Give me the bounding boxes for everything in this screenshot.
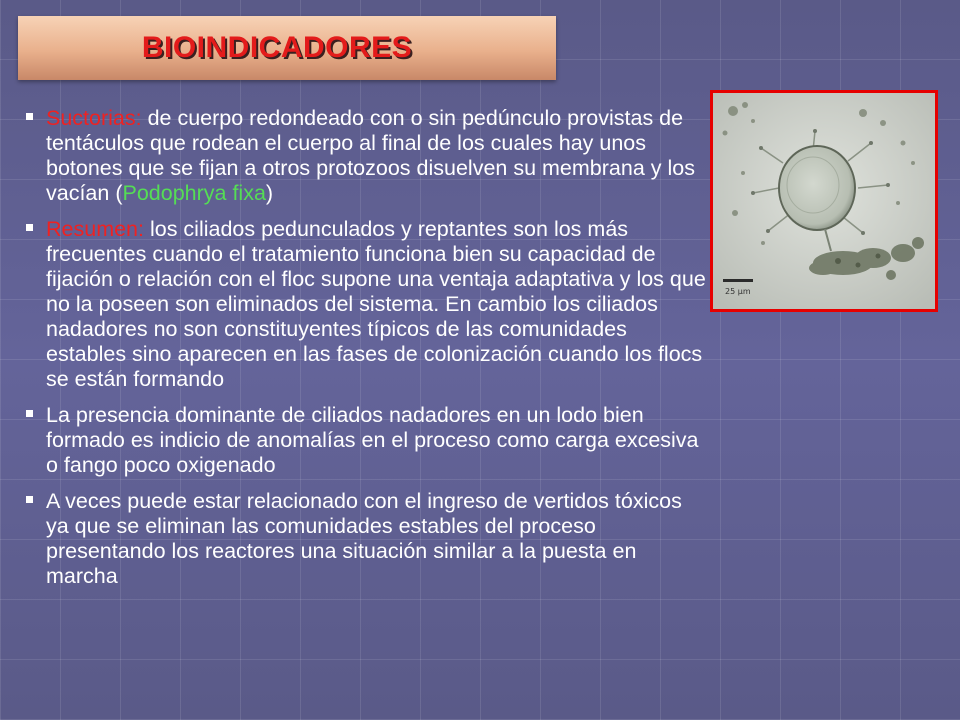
square-bullet-icon bbox=[26, 113, 33, 120]
title-banner bbox=[18, 16, 556, 80]
bullet-text: A veces puede estar relacionado con el ingreso de vertidos tóxicos ya que se eliminan las comunidades estables del proceso presentando los reactores una situación similar a la puesta en marcha bbox=[46, 489, 682, 588]
bullet-text-end: ) bbox=[265, 181, 274, 205]
bullet-keyword: Suctorias: bbox=[46, 106, 142, 130]
bullet-keyword: Resumen: bbox=[46, 217, 144, 241]
bullet-text: La presencia dominante de ciliados nadadores en un lodo bien formado es indicio de anomalías en el proceso como carga excesiva o fango poco oxigenado bbox=[46, 403, 699, 477]
bullet-item bbox=[26, 217, 710, 392]
bullet-item bbox=[26, 403, 710, 478]
bullet-list bbox=[26, 106, 710, 600]
square-bullet-icon bbox=[26, 496, 33, 503]
bullet-text: los ciliados pedunculados y reptantes son los más frecuentes cuando el tratamiento funciona bien su capacidad de fijación o relación con el floc supone una ventaja adaptativa y los que no la poseen son eliminados del sistema. En cambio los ciliados nadadores no son constituyentes típicos de las comunidades estables sino aparecen en las fases de colonización cuando los flocs se están formando bbox=[46, 217, 706, 391]
bullet-text: de cuerpo redondeado con o sin pedúnculo provistas de tentáculos que rodean el cuerpo al final de los cuales hay unos botones que se fijan a otros protozoos disuelven su membrana y los vacían ( bbox=[46, 106, 695, 205]
bullet-item bbox=[26, 489, 710, 589]
bullet-item bbox=[26, 106, 710, 206]
species-name: Podophrya fixa bbox=[122, 181, 266, 205]
slide-title: BIOINDICADORES bbox=[141, 31, 413, 64]
scale-bar bbox=[723, 279, 753, 282]
scale-label: 25 µm bbox=[725, 287, 751, 296]
micrograph-image bbox=[710, 90, 938, 312]
podophrya-micrograph-illustration bbox=[713, 93, 935, 309]
square-bullet-icon bbox=[26, 224, 33, 231]
square-bullet-icon bbox=[26, 410, 33, 417]
